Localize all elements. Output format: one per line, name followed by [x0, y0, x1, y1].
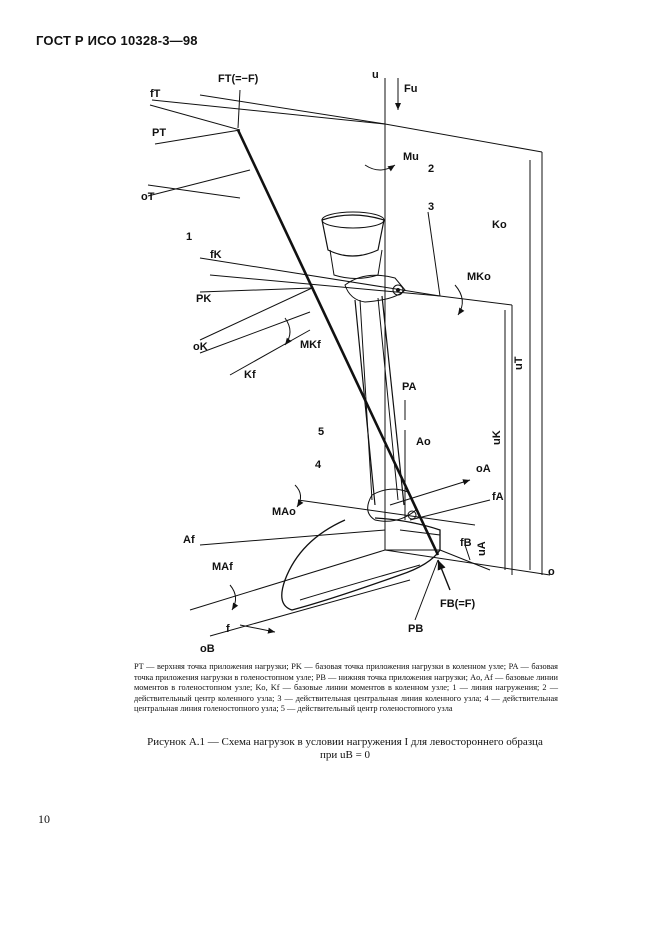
- label-f: f: [226, 623, 230, 635]
- label-uT: uT: [513, 356, 525, 370]
- label-fA: fA: [492, 491, 504, 503]
- label-o: o: [548, 566, 555, 578]
- label-3: 3: [428, 201, 435, 213]
- label-Kf: Kf: [244, 369, 256, 381]
- label-oA: oA: [476, 463, 491, 475]
- label-Ao: Ao: [416, 436, 431, 448]
- label-FB: FB(=F): [440, 598, 476, 610]
- label-4: 4: [315, 459, 322, 471]
- label-Fu: Fu: [404, 83, 418, 95]
- label-PK: PK: [196, 293, 212, 305]
- label-FT: FT(=−F): [218, 73, 259, 85]
- label-oB: oB: [200, 643, 215, 655]
- label-PB: PB: [408, 623, 424, 635]
- label-Af: Af: [183, 534, 195, 546]
- label-Mu: Mu: [403, 151, 419, 163]
- label-MAo: MAo: [272, 506, 296, 518]
- label-PA: PA: [402, 381, 417, 393]
- label-u: u: [372, 69, 379, 81]
- label-oK: oK: [193, 341, 208, 353]
- document-header: ГОСТ Р ИСО 10328-3—98: [36, 33, 198, 48]
- label-uA: uA: [476, 541, 488, 556]
- label-fK: fK: [210, 249, 222, 261]
- label-oT: oT: [141, 191, 155, 203]
- label-Ko: Ko: [492, 219, 507, 231]
- label-5: 5: [318, 426, 325, 438]
- page-number: 10: [38, 812, 50, 826]
- label-MKo: MKo: [467, 271, 491, 283]
- load-line: [238, 130, 438, 555]
- label-PT: PT: [152, 127, 167, 139]
- label-2: 2: [428, 163, 435, 175]
- caption-line-2: при uB = 0: [319, 749, 371, 761]
- figure-legend: PT — верхняя точка приложения нагрузки; PK — базовая точка приложения нагрузки в коленном узле; PA — базовая точка приложения нагрузки в голеностопном узле; PB — нижняя точка приложения нагрузки; Ao, Af — базовые линии моментов в голеностопном узле; Ko, Kf — базовые линии моментов в коленном узле; 1 — линия нагружения; 2 — действительный центр коленного узла; 3 — действительная центральная линия коленного узла; 4 — действительная центральная линия голеностопного узла; 5 — действительный центр голеностопного узла: [134, 662, 558, 714]
- label-uK: uK: [491, 430, 503, 445]
- label-fB: fB: [460, 537, 472, 549]
- caption-line-1: Рисунок А.1 — Схема нагрузок в условии нагружения I для левостороннего образца: [147, 736, 543, 748]
- label-fT: fT: [150, 88, 161, 100]
- figure-caption: [110, 736, 580, 762]
- label-MAf: MAf: [212, 561, 233, 573]
- label-MKf: MKf: [300, 339, 321, 351]
- label-1: 1: [186, 231, 193, 243]
